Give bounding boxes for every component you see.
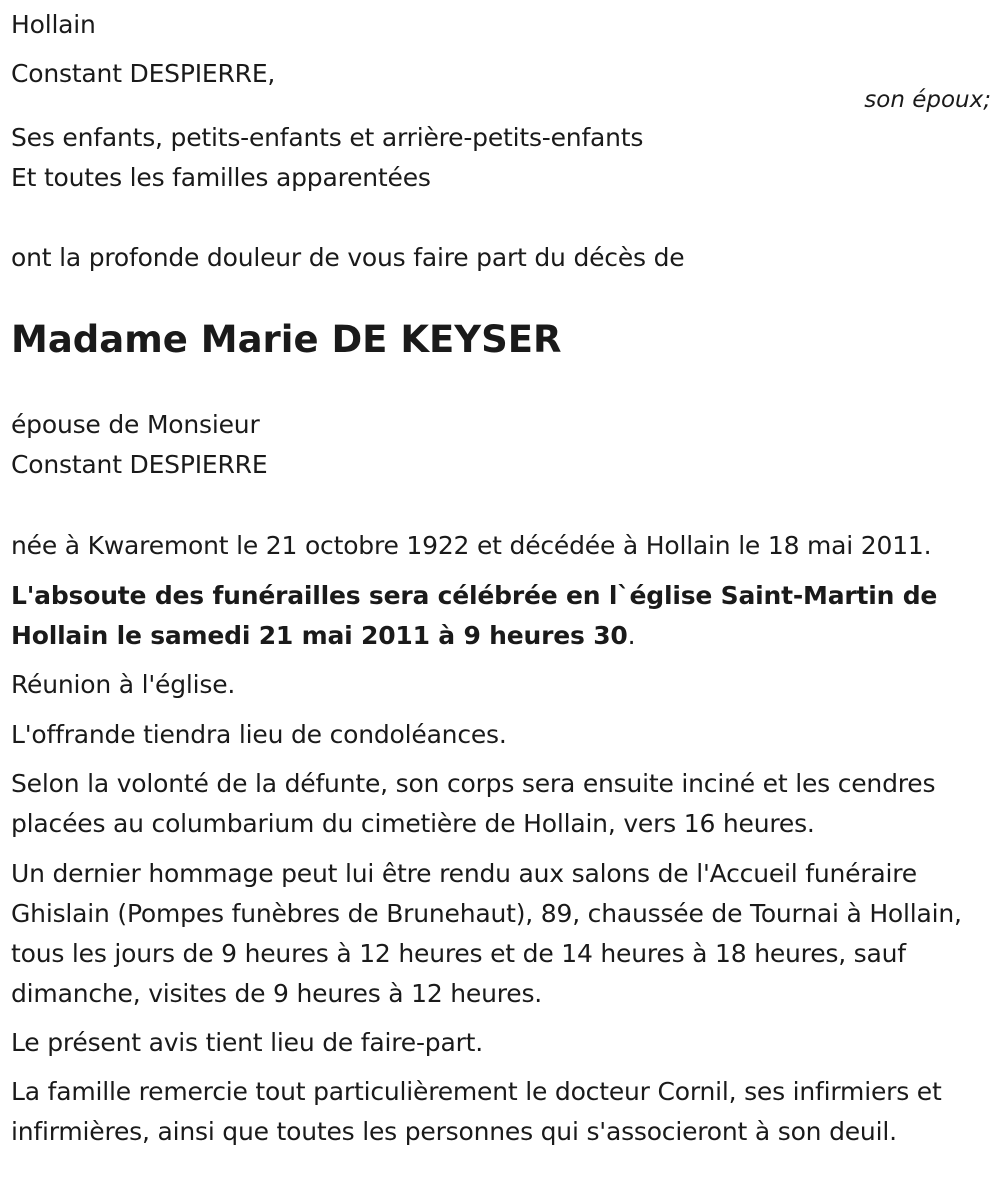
funeral-period: . <box>627 621 636 650</box>
family-line-children: Ses enfants, petits-enfants et arrière-petits-enfants <box>11 123 644 152</box>
family-line-relatives: Et toutes les familles apparentées <box>11 163 431 192</box>
place-name: Hollain <box>11 10 96 39</box>
hommage-paragraph: Un dernier hommage peut lui être rendu aux salons de l'Accueil funéraire Ghislain (Pompes funèbres de Brunehaut), 89, chaussée de Tournai à Hollain, tous les jours de 9 heures à 12 heures et de 14 heures à 18 heures, sauf dimanche, visites de 9 heures à 12 heures. <box>11 859 962 1008</box>
reunion-text: Réunion à l'église. <box>11 670 236 699</box>
remerciements-paragraph: La famille remercie tout particulièrement le docteur Cornil, ses infirmiers et infirmières, ainsi que toutes les personnes qui s'associeront à son deuil. <box>11 1077 942 1146</box>
spouse-name: Constant DESPIERRE, <box>11 59 276 88</box>
offrande-text: L'offrande tiendra lieu de condoléances. <box>11 720 507 749</box>
funeral-paragraph <box>11 576 971 656</box>
birth-death-text: née à Kwaremont le 21 octobre 1922 et décédée à Hollain le 18 mai 2011. <box>11 531 932 560</box>
spouse-block-line2: Constant DESPIERRE <box>11 450 268 479</box>
cremation-paragraph: Selon la volonté de la défunte, son corps sera ensuite inciné et les cendres placées au columbarium du cimetière de Hollain, vers 16 heures. <box>11 769 936 838</box>
spouse-role: son époux; <box>864 87 991 113</box>
avis-text: Le présent avis tient lieu de faire-part. <box>11 1028 484 1057</box>
deceased-name: Madame Marie DE KEYSER <box>11 318 562 361</box>
funeral-details: L'absoute des funérailles sera célébrée en l`église Saint-Martin de Hollain le samedi 21 mai 2011 à 9 heures 30 <box>11 581 938 650</box>
spouse-block-line1: épouse de Monsieur <box>11 410 260 439</box>
announcement-text: ont la profonde douleur de vous faire part du décès de <box>11 243 685 272</box>
